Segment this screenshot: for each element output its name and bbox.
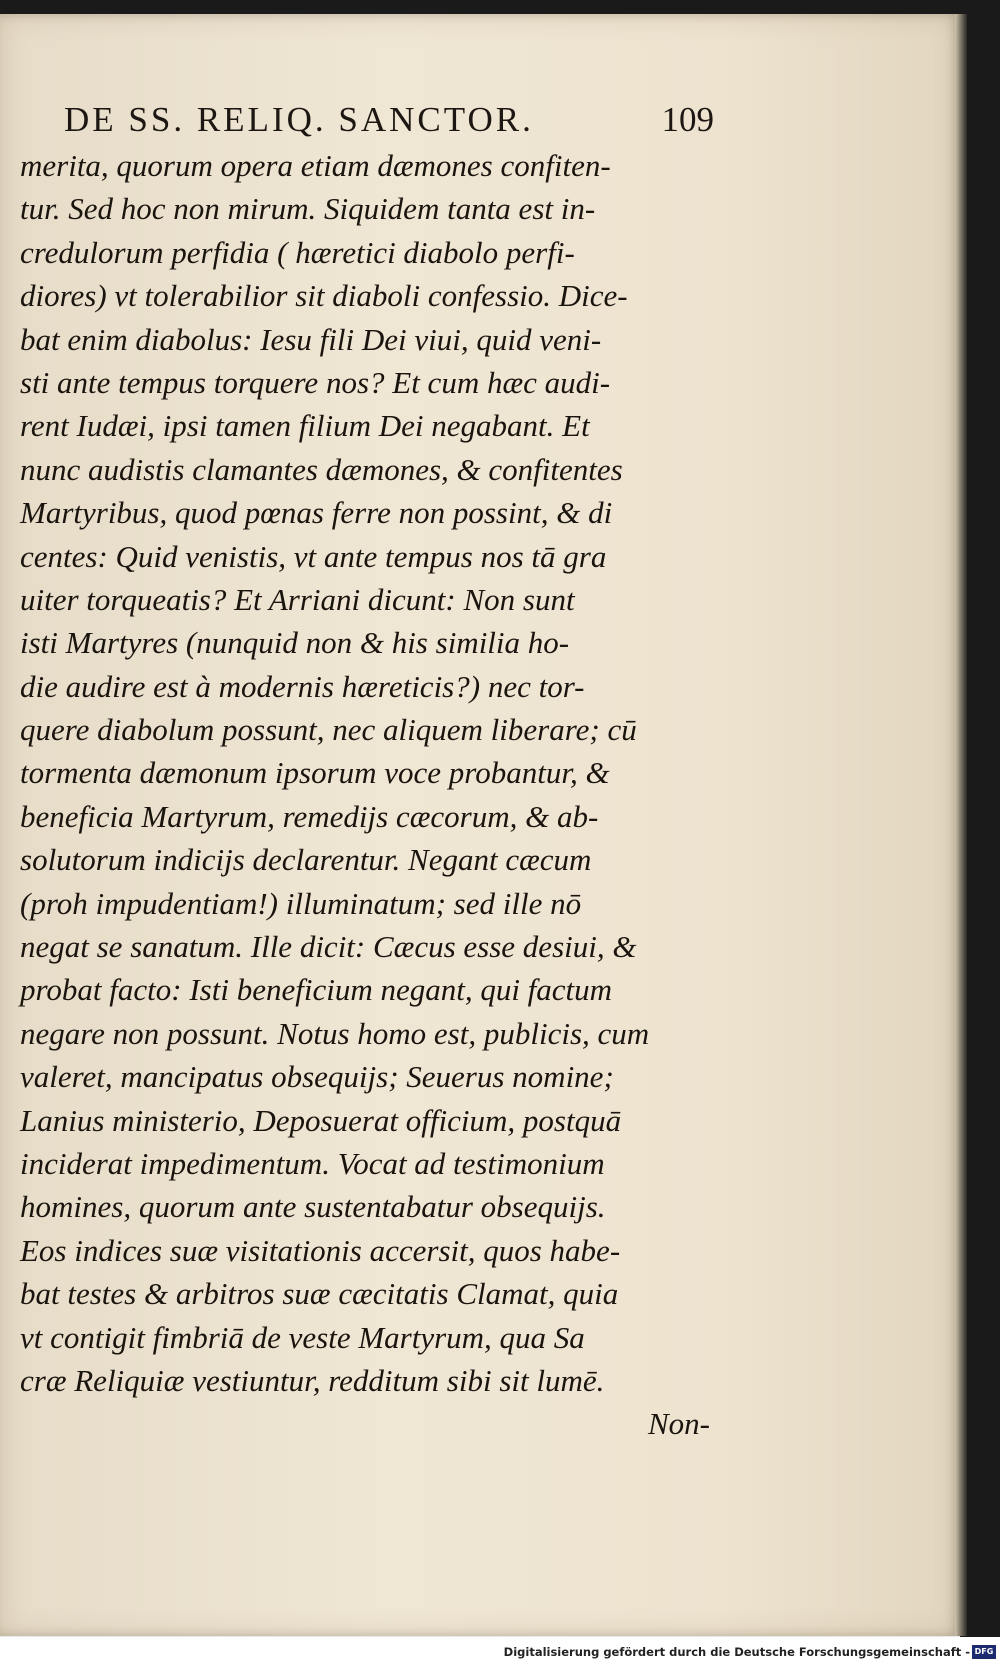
body-text	[20, 144, 720, 1446]
text-line: bat enim diabolus: Iesu fili Dei viui, quid veni-	[20, 321, 602, 357]
text-line: merita, quorum opera etiam dæmones confiten-	[20, 148, 611, 183]
text-line: credulorum perfidia ( hæretici diabolo perfi-	[20, 234, 575, 270]
text-line: isti Martyres (nunquid non & his similia ho-	[20, 625, 570, 661]
text-line: vt contigit fimbriā de veste Martyrum, qua Sa	[20, 1319, 585, 1355]
catchword: Non-	[648, 1406, 710, 1442]
text-line: negat se sanatum. Ille dicit: Cæcus esse desiui, &	[20, 929, 637, 965]
text-line: die audire est à modernis hæreticis?) nec tor-	[20, 668, 585, 704]
text-line: homines, quorum ante sustentabatur obsequijs.	[20, 1189, 606, 1225]
text-line: quere diabolum possunt, nec aliquem liberare; cū	[20, 712, 637, 748]
text-line: bat testes & arbitros suæ cæcitatis Clamat, quia	[20, 1276, 619, 1312]
text-line: nunc audistis clamantes dæmones, & confitentes	[20, 451, 623, 487]
text-line: uiter torqueatis? Et Arriani dicunt: Non sunt	[20, 581, 575, 617]
text-line: negare non possunt. Notus homo est, publicis, cum	[20, 1015, 650, 1051]
page-number: 109	[661, 100, 714, 139]
text-line: tur. Sed hoc non mirum. Siquidem tanta est in-	[20, 191, 596, 227]
footer-strip	[0, 1637, 1000, 1663]
dfg-logo-icon: DFG	[972, 1645, 996, 1659]
text-line: valeret, mancipatus obsequijs; Seuerus nomine;	[20, 1059, 614, 1095]
text-line: rent Iudæi, ipsi tamen filium Dei negabant. Et	[20, 408, 590, 444]
text-line: centes: Quid venistis, vt ante tempus nos tā gra	[20, 538, 607, 574]
funding-credit: Digitalisierung gefördert durch die Deutsche Forschungsgemeinschaft -	[503, 1645, 970, 1659]
text-line: solutorum indicijs declarentur. Negant cæcum	[20, 842, 592, 878]
running-head: DE SS. RELIQ. SANCTOR.	[64, 100, 534, 139]
text-line: diores) vt tolerabilior sit diaboli confessio. Dice-	[20, 278, 628, 314]
text-line: (proh impudentiam!) illuminatum; sed ille nō	[20, 885, 582, 921]
text-line: inciderat impedimentum. Vocat ad testimonium	[20, 1145, 605, 1181]
text-line: tormenta dæmonum ipsorum voce probantur, &	[20, 755, 610, 791]
page-edge	[955, 14, 967, 1636]
text-line: Martyribus, quod pœnas ferre non possint, & di	[20, 495, 613, 531]
text-line: beneficia Martyrum, remedijs cæcorum, & ab-	[20, 798, 599, 834]
page-header	[64, 100, 714, 140]
text-line: probat facto: Isti beneficium negant, qui factum	[20, 972, 613, 1008]
text-line: sti ante tempus torquere nos? Et cum hæc audi-	[20, 364, 611, 400]
text-line: cræ Reliquiæ vestiuntur, redditum sibi sit lumē.	[20, 1362, 605, 1398]
text-line: Lanius ministerio, Deposuerat officium, postquā	[20, 1102, 622, 1138]
text-line: Eos indices suæ visitationis accersit, quos habe-	[20, 1232, 621, 1268]
